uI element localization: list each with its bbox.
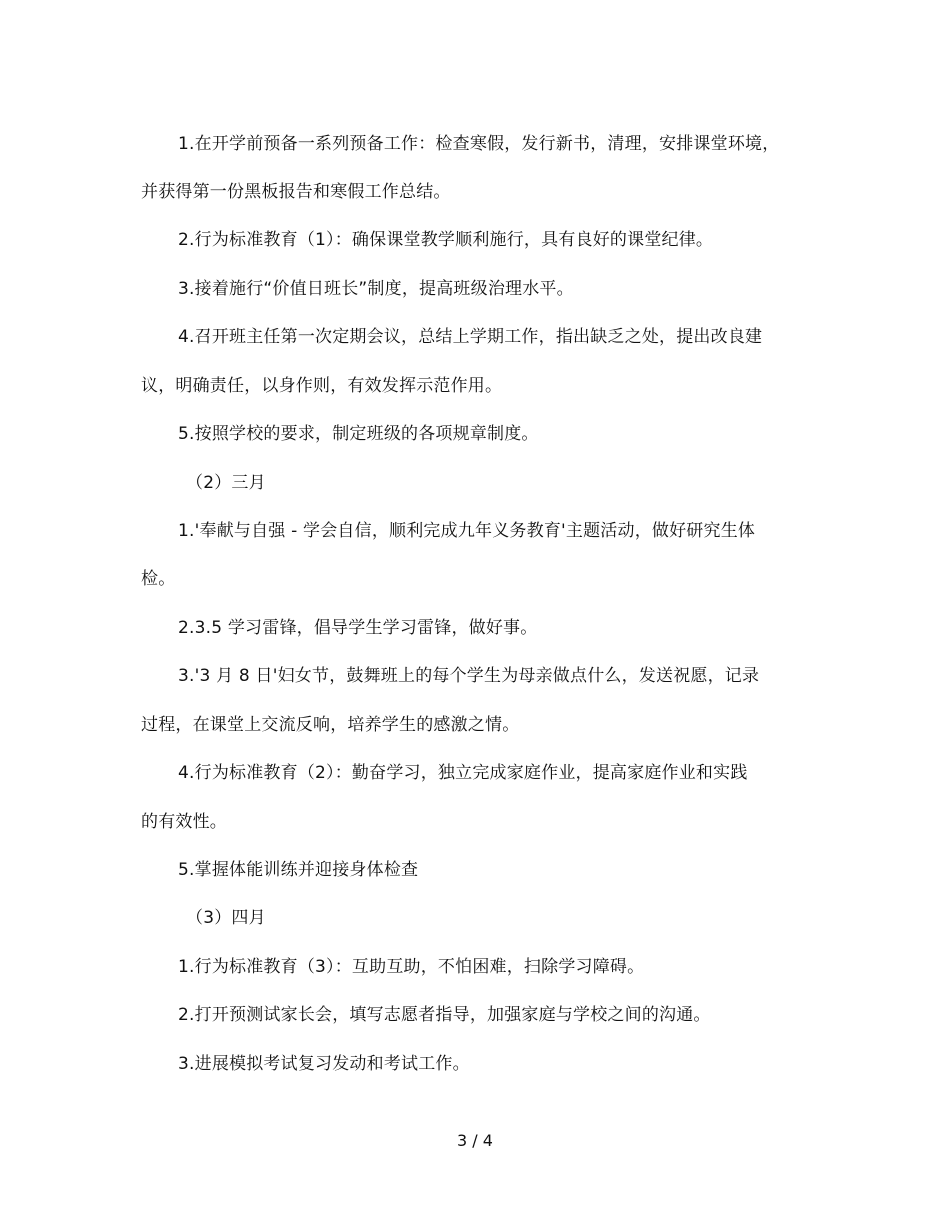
- paragraph-line: 3.进展模拟考试复习发动和考试工作。: [178, 1054, 470, 1074]
- paragraph-line: 5.掌握体能训练并迎接身体检查: [178, 860, 419, 880]
- page-number: 3 / 4: [457, 1131, 493, 1150]
- paragraph-line: 2.打开预测试家长会，填写志愿者指导，加强家庭与学校之间的沟通。: [178, 1005, 711, 1025]
- paragraph-line: 并获得第一份黑板报告和寒假工作总结。: [141, 182, 451, 202]
- paragraph-line: 1.在开学前预备一系列预备工作：检查寒假，发行新书，清理，安排课堂环境，: [178, 134, 780, 154]
- paragraph-line: 3.接着施行“价值日班长”制度，提高班级治理水平。: [178, 279, 574, 299]
- paragraph-line: 4.行为标准教育（2）：勤奋学习，独立完成家庭作业，提高家庭作业和实践: [178, 763, 748, 783]
- section-heading: （3）四月: [186, 908, 266, 928]
- paragraph-line: 4.召开班主任第一次定期会议，总结上学期工作，指出缺乏之处，提出改良建: [178, 327, 763, 347]
- paragraph-line: 检。: [141, 569, 176, 589]
- section-heading: （2）三月: [186, 473, 266, 493]
- paragraph-line: 1.'奉献与自强 - 学会自信，顺利完成九年义务教育'主题活动，做好研究生体: [178, 521, 756, 541]
- paragraph-line: 过程，在课堂上交流反响，培养学生的感激之情。: [141, 715, 520, 735]
- paragraph-line: 2.3.5 学习雷锋，倡导学生学习雷锋，做好事。: [178, 618, 538, 638]
- paragraph-line: 议，明确责任，以身作则，有效发挥示范作用。: [141, 376, 503, 396]
- paragraph-line: 2.行为标准教育（1）：确保课堂教学顺利施行，具有良好的课堂纪律。: [178, 230, 714, 250]
- paragraph-line: 1.行为标准教育（3）：互助互助，不怕困难，扫除学习障碍。: [178, 957, 645, 977]
- paragraph-line: 3.'3 月 8 日'妇女节，鼓舞班上的每个学生为母亲做点什么，发送祝愿，记录: [178, 666, 760, 686]
- paragraph-line: 的有效性。: [141, 812, 227, 832]
- paragraph-line: 5.按照学校的要求，制定班级的各项规章制度。: [178, 424, 539, 444]
